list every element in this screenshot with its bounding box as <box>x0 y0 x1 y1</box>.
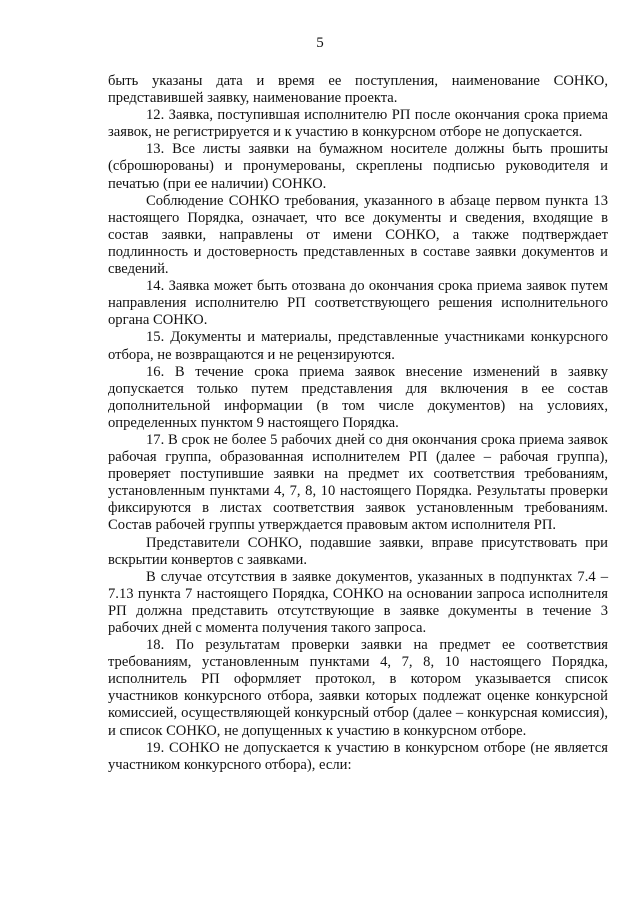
paragraph-item-15: 15. Документы и материалы, представленные участниками конкурсного отбора, не возвращаются и не рецензируются. <box>108 329 608 363</box>
paragraph-item-19: 19. СОНКО не допускается к участию в конкурсном отборе (не является участником конкурсного отбора), если: <box>108 739 608 773</box>
paragraph-item-12: 12. Заявка, поступившая исполнителю РП после окончания срока приема заявок, не регистрируется и к участию в конкурсном отборе не допускается. <box>108 107 608 141</box>
document-body <box>108 73 608 774</box>
paragraph-item-13: 13. Все листы заявки на бумажном носителе должны быть прошиты (сброшюрованы) и пронумерованы, скреплены подписью руководителя и печатью (при ее наличии) СОНКО. <box>108 141 608 192</box>
paragraph-item-13-compliance: Соблюдение СОНКО требования, указанного в абзаце первом пункта 13 настоящего Порядка, означает, что все документы и сведения, входящие в состав заявки, направлены от имени СОНКО, а также подтверждает подлинность и достоверность представленных в составе заявки документов и сведений. <box>108 192 608 278</box>
paragraph-item-16: 16. В течение срока приема заявок внесение изменений в заявку допускается только путем представления для включения в ее состав дополнительной информации (в том числе документов) на условиях, определенных пунктом 9 настоящего Порядка. <box>108 363 608 431</box>
paragraph-continuation: быть указаны дата и время ее поступления, наименование СОНКО, представившей заявку, наименование проекта. <box>108 73 608 107</box>
page-number: 5 <box>316 35 324 51</box>
paragraph-item-14: 14. Заявка может быть отозвана до окончания срока приема заявок путем направления исполнителю РП соответствующего решения исполнительного органа СОНКО. <box>108 278 608 329</box>
paragraph-item-17-representatives: Представители СОНКО, подавшие заявки, вправе присутствовать при вскрытии конвертов с заявками. <box>108 534 608 568</box>
paragraph-item-17: 17. В срок не более 5 рабочих дней со дня окончания срока приема заявок рабочая группа, образованная исполнителем РП (далее – рабочая группа), проверяет поступившие заявки на предмет их соответствия требованиям, установленным пунктами 4, 7, 8, 10 настоящего Порядка. Результаты проверки фиксируются в листах соответствия заявок установленным требованиям. Состав рабочей группы утверждается правовым актом исполнителя РП. <box>108 431 608 534</box>
paragraph-item-17-missing-documents: В случае отсутствия в заявке документов, указанных в подпунктах 7.4 – 7.13 пункта 7 настоящего Порядка, СОНКО на основании запроса исполнителя РП должна представить отсутствующие в заявке документы в течение 3 рабочих дней с момента получения такого запроса. <box>108 568 608 636</box>
paragraph-item-18: 18. По результатам проверки заявки на предмет ее соответствия требованиям, установленным пунктами 4, 7, 8, 10 настоящего Порядка, исполнитель РП оформляет протокол, в котором указывается список участников конкурсного отбора, заявки которых подлежат оценке конкурсной комиссией, осуществляющей конкурсный отбор (далее – конкурсная комиссия), и список СОНКО, не допущенных к участию в конкурсном отборе. <box>108 637 608 739</box>
